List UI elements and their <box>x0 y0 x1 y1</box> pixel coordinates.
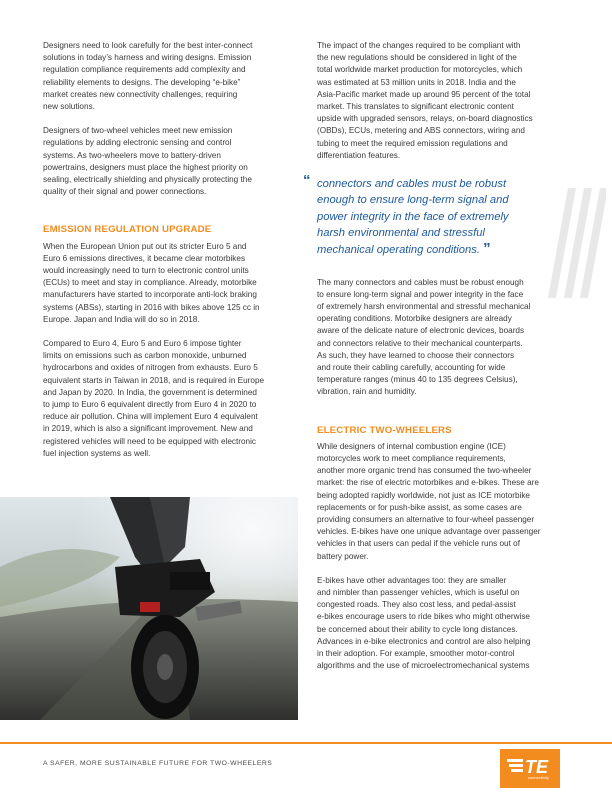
quote-open-mark: “ <box>303 172 311 190</box>
te-logo-mark-icon <box>507 755 553 777</box>
motorbike-photo <box>0 497 298 720</box>
emission-paragraph-1: When the European Union put out its stricter Euro 5 and Euro 6 emissions directives, it became clear motorbikes would increasingly need to turn to electronic control units (ECUs) to meet and stay in compliance. Already, motorbike manufacturers have started to incorporate anti-lock braking systems (ABSs), starting in 2016 with bikes above 125 cc in Europe. Japan and India will do so in 2018. <box>43 241 260 324</box>
quote-close-mark: ” <box>483 240 491 258</box>
section-heading-electric: ELECTRIC TWO-WHEELERS <box>317 424 452 436</box>
connectors-paragraph: The many connectors and cables must be robust enough to ensure long-term signal and power integrity in the face of extremely harsh environmental and stressful mechanical operating conditions. Motorbike designers are already aware of the delicate nature of electronic devices, boards and connectors relative to their mechanical counterparts. As such, they have learned to choose their connectors and route their cabling carefully, accounting for wide temperature ranges (minus 40 to 135 degrees Celsius), vibration, rain and humidity. <box>317 277 531 397</box>
left-column <box>43 40 298 472</box>
section-heading-emission: EMISSION REGULATION UPGRADE <box>43 224 212 236</box>
electric-paragraph-1: While designers of internal combustion engine (ICE) motorcycles work to meet compliance requirements, another more organic trend has consumed the two-wheeler market: the rise of electric motorbikes and e-bikes. These are being adopted rapidly worldwide, not just as ICE motorbike replacements or for push-bike assist, as some cases are providing consumers an alternative to four-wheel passenger vehicles. E-bikes have one unique advantage over passenger vehicles in that users can pedal if the vehicle runs out of battery power. <box>317 441 541 561</box>
motorbike-illustration <box>0 497 298 720</box>
pull-quote-text: connectors and cables must be robust enough to ensure long-term signal and power integrity in the face of extremely harsh environmental and stressful mechanical operating conditions. <box>317 178 509 257</box>
electric-paragraph-2: E-bikes have other advantages too: they are smaller and nimbler than passenger vehicles, which is useful on congested roads. They also cost less, and pedal-assist e-bikes encourage users to ride bikes who might otherwise be concerned about their ability to cycle long distances. Advances in e-bike electronics and control are also helping in their adoption. For example, smoother motor-control algorithms and the use of microelectromechanical systems <box>317 575 531 671</box>
footer-tagline: A SAFER, MORE SUSTAINABLE FUTURE FOR TWO-WHEELERS <box>43 760 273 767</box>
te-logo-subtext: connectivity <box>528 776 550 780</box>
intro-paragraph-2: Designers of two-wheel vehicles meet new emission regulations by adding electronic sensing and control systems. As two-wheelers move to battery-driven powertrains, designers must place the highest priority on sealing, electrically shielding and physically protecting the quality of their signal and power connections. <box>43 126 252 197</box>
market-paragraph: The impact of the changes required to be compliant with the new regulations should be considered in light of the total worldwide market production for motorcycles, which was estimated at 53 million units in 2018. India and the Asia-Pacific market made up around 95 percent of the total market. This translates to significant electronic content upside with upgraded sensors, relays, on-board diagnostics (OBDs), ECUs, metering and ABS connectors, wiring and tubing to meet the required emission regulations and differentiation features. <box>317 41 533 160</box>
emission-paragraph-2: Compared to Euro 4, Euro 5 and Euro 6 impose tighter limits on emissions such as carbon monoxide, unburned hydrocarbons and oxides of nitrogen from exhausts. Euro 5 equivalent starts in Taiwan in 2018, and is required in Europe and Japan by 2020. In India, the government is determined to jump to Euro 6 equivalent directly from Euro 4 in 2020 to reduce air pollution. China will implement Euro 4 equivalent in 2019, which is also a significant improvement. New and registered vehicles will need to be equipped with electronic fuel injection systems as well. <box>43 339 265 458</box>
intro-paragraph-1: Designers need to look carefully for the best inter-connect solutions in today’s harness and wiring designs. Emission regulation compliance requirements add complexity and reliability elements to designs. The developing “e-bike” market creates new connectivity challenges, requiring new solutions. <box>43 41 253 112</box>
footer-divider <box>0 742 612 744</box>
pull-quote <box>303 172 571 258</box>
te-logo-letters: TE <box>525 757 549 777</box>
right-column <box>303 40 571 684</box>
te-connectivity-logo <box>500 749 560 788</box>
